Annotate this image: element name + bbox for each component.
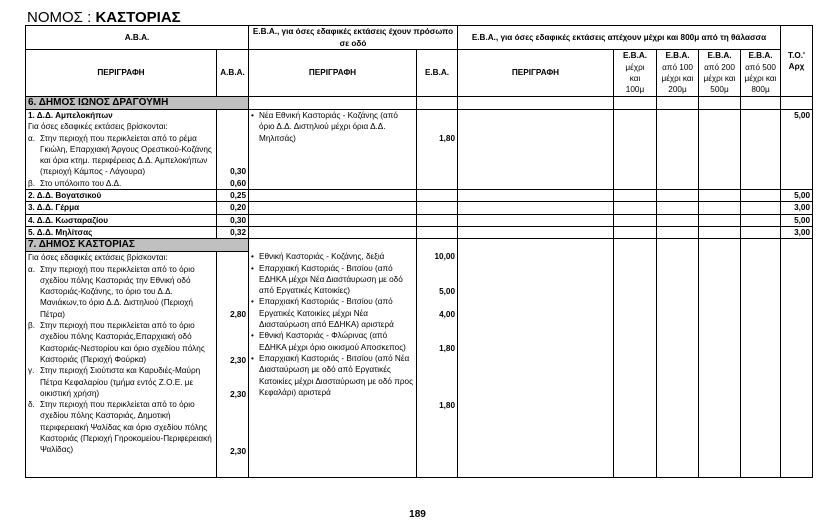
d7-item-3-value: 2,30 bbox=[230, 447, 246, 457]
d6-r5-label: 5. Δ.Δ. Μηλίτσας bbox=[26, 226, 217, 238]
d6-r3-value: 0,20 bbox=[217, 202, 249, 214]
d6-r1-intro: Για όσες εδαφικές εκτάσεις βρίσκονται: bbox=[28, 122, 168, 132]
d6-r1-b-value: 0,60 bbox=[230, 178, 246, 188]
d6-r1-desc bbox=[26, 110, 217, 190]
header-aba: Α.Β.Α. bbox=[217, 50, 249, 97]
bullet-icon: • bbox=[251, 263, 254, 273]
header-perigrafi-aba: ΠΕΡΙΓΡΑΦΗ bbox=[26, 50, 217, 97]
d6-r1-road-cell bbox=[417, 110, 458, 190]
bullet-icon: • bbox=[251, 297, 254, 307]
d7-item-2-value: 2,30 bbox=[230, 389, 246, 399]
title-name: ΚΑΣΤΟΡΙΑΣ bbox=[95, 9, 181, 26]
header-aba-group: Α.Β.Α. bbox=[26, 26, 249, 50]
d6-r1-b-marker: β. bbox=[28, 178, 35, 188]
d6-r1-road-value: 1,80 bbox=[439, 134, 455, 143]
d6-r2-value: 0,25 bbox=[217, 190, 249, 202]
d7-road-2-value: 4,00 bbox=[439, 309, 455, 319]
d6-r1-a-value: 0,30 bbox=[230, 167, 246, 177]
valuation-table bbox=[25, 25, 813, 478]
d6-r4-to: 5,00 bbox=[781, 214, 813, 226]
bullet-icon: • bbox=[251, 331, 254, 341]
d7-road-2: • Επαρχιακή Καστοριάς - Βιτσίου (από Εργατικές Κατοικίες μέχρι Νέα Διασταύρωση από ΕΔΗΚΑ) αριστερά bbox=[251, 297, 394, 330]
bullet-icon: • bbox=[251, 353, 254, 363]
d6-r1-to: 5,00 bbox=[781, 110, 813, 190]
page-title bbox=[27, 9, 181, 26]
d7-item-0: α. Στην περιοχή που περικλείεται από το όριο σχεδίου πόλης Καστοριάς την Εθνική οδό Καστοριάς-Κοζάνης, το όριο του Δ.Δ. Μανιάκων,το όριο Δ.Δ. Διστηλιού (Περιοχή Πέτρα) bbox=[28, 264, 195, 319]
d6-r4-label: 4. Δ.Δ. Κωσταραζίου bbox=[26, 214, 217, 226]
d6-r1-road-text: Νέα Εθνική Καστοριάς - Κοζάνης (από όριο Δ.Δ. Διστηλιού μέχρι όρια Δ.Δ. Μηλιτσάς) bbox=[259, 111, 398, 143]
header-to: Τ.Ο.' Αρχ bbox=[781, 26, 813, 97]
d6-r2-label: 2. Δ.Δ. Βογατσικού bbox=[26, 190, 217, 202]
d7-road-0: • Εθνική Καστοριάς - Κοζάνης, δεξιά bbox=[251, 252, 385, 262]
d6-r2-to: 5,00 bbox=[781, 190, 813, 202]
d7-intro: Για όσες εδαφικές εκτάσεις βρίσκονται: bbox=[28, 253, 168, 263]
d6-r4-value: 0,30 bbox=[217, 214, 249, 226]
d7-item-1-value: 2,30 bbox=[230, 355, 246, 365]
d6-r1-a-text: Στην περιοχή που περικλείεται από το ρέμα Γκιώλη, Επαρχιακή Άργους Ορεστικού-Κοζάνης και όρια κτημ. περιφέρειας Δ.Δ. Αμπελοκήπων (περιοχή Κάμπος - Λάγουρα) bbox=[40, 133, 212, 177]
title-prefix: ΝΟΜΟΣ : bbox=[27, 9, 92, 26]
d7-road-4-value: 1,80 bbox=[439, 401, 455, 411]
d7-aba-values bbox=[217, 252, 249, 478]
d6-r1-label: 1. Δ.Δ. Αμπελοκήπων bbox=[28, 111, 113, 120]
d7-road-1: • Επαρχιακή Καστοριάς - Βιτσίου (από ΕΔΗΚΑ μέχρι Νέα Διαστάυρωση με οδό από Εργατικές Κατοικίες) bbox=[251, 263, 403, 296]
header-eba-800: Ε.Β.Α. από 500 μέχρι και 800μ bbox=[741, 50, 781, 97]
header-eba-road-group: Ε.Β.Α., για όσες εδαφικές εκτάσεις έχουν πρόσωπο σε οδό bbox=[249, 26, 458, 50]
d7-road-values bbox=[417, 239, 458, 478]
d7-road-4: • Επαρχιακή Καστοριάς - Βιτσίου (από Νέα Διασταύρωση με οδό από Εργατικές Κατοικίες μέχρι Διασταύρωση με οδό προς Κεφαλάρι) αριστερά bbox=[251, 353, 414, 397]
header-eba-road: Ε.Β.Α. bbox=[417, 50, 458, 97]
d6-r3-to: 3,00 bbox=[781, 202, 813, 214]
d7-roads bbox=[249, 239, 417, 478]
header-perigrafi-sea: ΠΕΡΙΓΡΑΦΗ bbox=[458, 50, 614, 97]
d6-r5-to: 3,00 bbox=[781, 226, 813, 238]
header-eba-200: Ε.Β.Α. από 100 μέχρι και 200μ bbox=[657, 50, 699, 97]
d7-road-1-value: 5,00 bbox=[439, 286, 455, 296]
header-eba-sea-group: Ε.Β.Α., για όσες εδαφικές εκτάσεις απέχουν μέχρι και 800μ από τη θάλασσα bbox=[458, 26, 781, 50]
d7-item-1: β. Στην περιοχή που περικλείεται από το όριο σχεδίου πόλης Καστοριάς,Επαρχιακή οδό Καστοριάς-Νεστορίου και όριο σχεδίου πόλης Καστοριάς (Περιοχή Φούρκα) bbox=[28, 321, 205, 364]
d7-item-0-value: 2,80 bbox=[230, 310, 246, 320]
bullet-icon: • bbox=[251, 111, 254, 120]
header-eba-500: Ε.Β.Α. από 200 μέχρι και 500μ bbox=[699, 50, 741, 97]
d6-r1-aba bbox=[217, 110, 249, 190]
d6-r1-b-text: Στο υπόλοιπο του Δ.Δ. bbox=[40, 178, 122, 188]
d7-road-3: • Εθνική Καστοριάς - Φλώρινας (από ΕΔΗΚΑ μέχρι όριο οικισμού Αποσκεπος) bbox=[251, 331, 406, 352]
section-d7-title: 7. ΔΗΜΟΣ ΚΑΣΤΟΡΙΑΣ bbox=[26, 239, 249, 252]
d7-desc bbox=[26, 252, 217, 478]
d6-r1-road bbox=[249, 110, 417, 190]
d7-item-2: γ. Στην περιοχή Σιούτιστα και Καρυδιές-Μαύρη Πέτρα Κεφαλαρίου (τμήμα εντός Ζ.Ο.Ε. με οικιστική χρήση) bbox=[28, 366, 201, 398]
header-perigrafi-road: ΠΕΡΙΓΡΑΦΗ bbox=[249, 50, 417, 97]
section-d6-title: 6. ΔΗΜΟΣ ΙΩΝΟΣ ΔΡΑΓΟΥΜΗ bbox=[26, 97, 249, 110]
d6-r5-value: 0,32 bbox=[217, 226, 249, 238]
header-eba-100: Ε.Β.Α. μέχρι και 100μ bbox=[614, 50, 657, 97]
d7-road-0-value: 10,00 bbox=[434, 252, 455, 262]
d6-r1-a-marker: α. bbox=[28, 133, 36, 143]
page-number: 189 bbox=[409, 509, 426, 520]
d7-item-3: δ. Στην περιοχή που περικλείεται από το όριο σχεδίου πόλης Καστοριάς, Δημοτική περιφερειακή Ψαλίδας και όριο σχεδίου πόλης Καστοριάς (Περιοχή Γηροκομείου-Περιφερειακή Ψαλίδας) bbox=[28, 400, 212, 455]
bullet-icon: • bbox=[251, 252, 254, 262]
d7-road-3-value: 1,80 bbox=[439, 344, 455, 354]
d6-r3-label: 3. Δ.Δ. Γέρμα bbox=[26, 202, 217, 214]
